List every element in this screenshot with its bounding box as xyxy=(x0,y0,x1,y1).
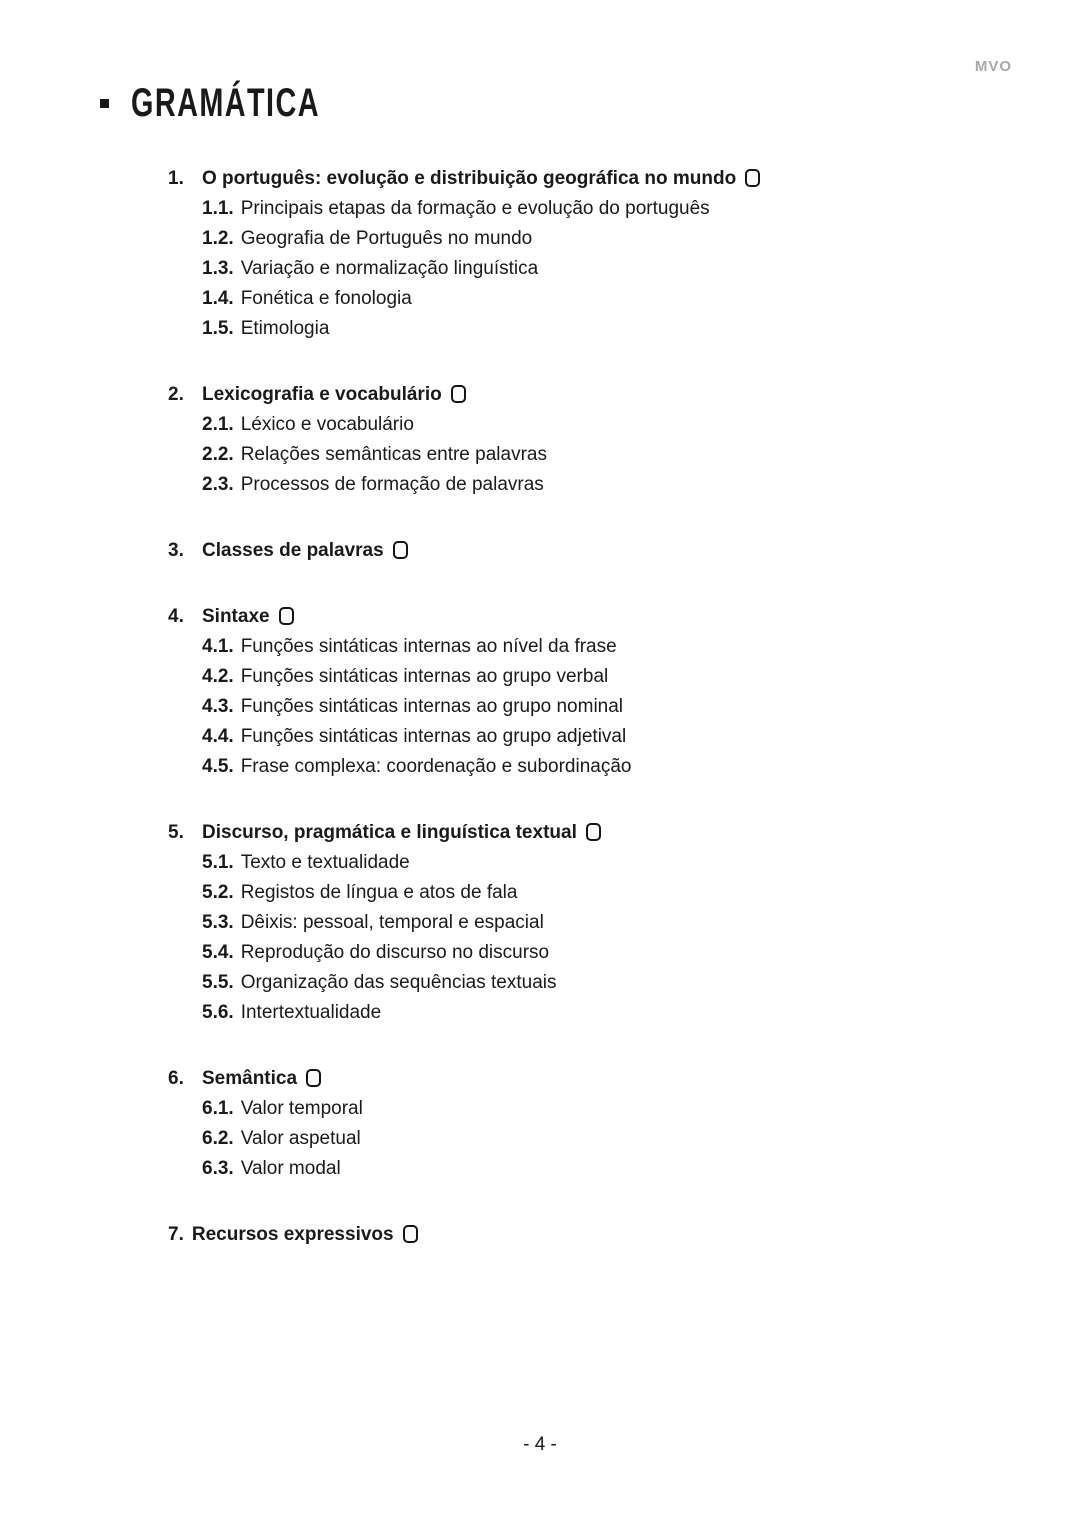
subsection-text: Dêixis: pessoal, temporal e espacial xyxy=(240,912,544,933)
subsection-text: Reprodução do discurso no discurso xyxy=(240,942,550,963)
section-checkbox[interactable] xyxy=(451,385,466,403)
subsection-text: Processos de formação de palavras xyxy=(240,474,544,495)
subsection-item xyxy=(168,314,1008,344)
section-heading xyxy=(168,1220,1008,1250)
subsection-text: Léxico e vocabulário xyxy=(240,414,414,435)
section-title: Lexicografia e vocabulário xyxy=(202,384,442,405)
subsection-item xyxy=(168,1094,1008,1124)
section-heading xyxy=(168,1064,1008,1094)
subsection-text: Texto e textualidade xyxy=(240,852,410,873)
subsection-item xyxy=(168,908,1008,938)
subsection-text: Funções sintáticas internas ao nível da frase xyxy=(240,636,617,657)
subsection-item xyxy=(168,410,1008,440)
section-number: 4. xyxy=(168,606,184,627)
square-bullet-icon xyxy=(100,99,109,108)
subsection-item xyxy=(168,632,1008,662)
section-number: 2. xyxy=(168,384,184,405)
subsection-number: 5.4. xyxy=(202,942,234,963)
page-number: - 4 - xyxy=(523,1434,557,1455)
section-heading xyxy=(168,164,1008,194)
subsection-number: 6.3. xyxy=(202,1158,234,1179)
section-title: O português: evolução e distribuição geográfica no mundo xyxy=(202,168,737,189)
subsection-number: 4.3. xyxy=(202,696,234,717)
section-checkbox[interactable] xyxy=(745,169,760,187)
subsection-number: 2.1. xyxy=(202,414,234,435)
subsection-text: Intertextualidade xyxy=(240,1002,382,1023)
subsection-text: Valor temporal xyxy=(240,1098,363,1119)
subsection-text: Variação e normalização linguística xyxy=(240,258,539,279)
subsection-number: 5.3. xyxy=(202,912,234,933)
section-title: Classes de palavras xyxy=(202,540,384,561)
section-heading xyxy=(168,818,1008,848)
subsection-text: Registos de língua e atos de fala xyxy=(240,882,518,903)
section-checkbox[interactable] xyxy=(403,1225,418,1243)
subsection-number: 6.2. xyxy=(202,1128,234,1149)
topics-list xyxy=(168,164,1008,1250)
subsection-number: 1.3. xyxy=(202,258,234,279)
subsection-item xyxy=(168,692,1008,722)
subsection-item xyxy=(168,968,1008,998)
section-checkbox[interactable] xyxy=(586,823,601,841)
subsection-item xyxy=(168,224,1008,254)
subsection-number: 1.5. xyxy=(202,318,234,339)
subsection-text: Funções sintáticas internas ao grupo verbal xyxy=(240,666,609,687)
watermark-text: MVO xyxy=(974,58,1012,75)
topic-section xyxy=(168,536,1008,566)
subsection-number: 5.5. xyxy=(202,972,234,993)
page-title: GRAMÁTICA xyxy=(131,81,320,125)
topic-section xyxy=(168,602,1008,782)
subsection-number: 1.2. xyxy=(202,228,234,249)
section-heading xyxy=(168,536,1008,566)
subsection-number: 5.1. xyxy=(202,852,234,873)
section-checkbox[interactable] xyxy=(393,541,408,559)
section-number: 1. xyxy=(168,168,184,189)
subsection-item xyxy=(168,662,1008,692)
subsection-number: 4.5. xyxy=(202,756,234,777)
subsection-text: Fonética e fonologia xyxy=(240,288,412,309)
subsection-text: Frase complexa: coordenação e subordinação xyxy=(240,756,632,777)
section-title: Sintaxe xyxy=(202,606,270,627)
subsection-number: 4.2. xyxy=(202,666,234,687)
subsection-item xyxy=(168,470,1008,500)
topic-section xyxy=(168,1220,1008,1250)
section-number: 7. xyxy=(168,1224,184,1245)
subsection-item xyxy=(168,440,1008,470)
subsection-number: 5.2. xyxy=(202,882,234,903)
subsection-number: 1.1. xyxy=(202,198,234,219)
topic-section xyxy=(168,818,1008,1028)
subsection-text: Relações semânticas entre palavras xyxy=(240,444,547,465)
section-heading xyxy=(168,380,1008,410)
section-title: Discurso, pragmática e linguística textual xyxy=(202,822,577,843)
subsection-number: 5.6. xyxy=(202,1002,234,1023)
section-title: Semântica xyxy=(202,1068,298,1089)
section-checkbox[interactable] xyxy=(279,607,294,625)
subsection-number: 2.3. xyxy=(202,474,234,495)
subsection-item xyxy=(168,1124,1008,1154)
subsection-number: 1.4. xyxy=(202,288,234,309)
section-heading xyxy=(168,602,1008,632)
topic-section xyxy=(168,164,1008,344)
section-number: 3. xyxy=(168,540,184,561)
subsection-item xyxy=(168,254,1008,284)
subsection-number: 4.4. xyxy=(202,726,234,747)
subsection-text: Valor aspetual xyxy=(240,1128,361,1149)
page-header xyxy=(100,81,393,125)
section-title: Recursos expressivos xyxy=(191,1224,394,1245)
subsection-item xyxy=(168,1154,1008,1184)
subsection-text: Funções sintáticas internas ao grupo nominal xyxy=(240,696,624,717)
subsection-text: Organização das sequências textuais xyxy=(240,972,557,993)
subsection-item xyxy=(168,878,1008,908)
topic-section xyxy=(168,380,1008,500)
subsection-number: 2.2. xyxy=(202,444,234,465)
subsection-item xyxy=(168,752,1008,782)
subsection-item xyxy=(168,284,1008,314)
section-number: 5. xyxy=(168,822,184,843)
subsection-text: Etimologia xyxy=(240,318,330,339)
section-checkbox[interactable] xyxy=(306,1069,321,1087)
subsection-text: Funções sintáticas internas ao grupo adjetival xyxy=(240,726,627,747)
subsection-item xyxy=(168,194,1008,224)
subsection-number: 4.1. xyxy=(202,636,234,657)
subsection-item xyxy=(168,722,1008,752)
section-number: 6. xyxy=(168,1068,184,1089)
subsection-text: Geografia de Português no mundo xyxy=(240,228,533,249)
subsection-item xyxy=(168,848,1008,878)
subsection-number: 6.1. xyxy=(202,1098,234,1119)
subsection-item xyxy=(168,998,1008,1028)
subsection-item xyxy=(168,938,1008,968)
subsection-text: Valor modal xyxy=(240,1158,341,1179)
topic-section xyxy=(168,1064,1008,1184)
subsection-text: Principais etapas da formação e evolução do português xyxy=(240,198,710,219)
